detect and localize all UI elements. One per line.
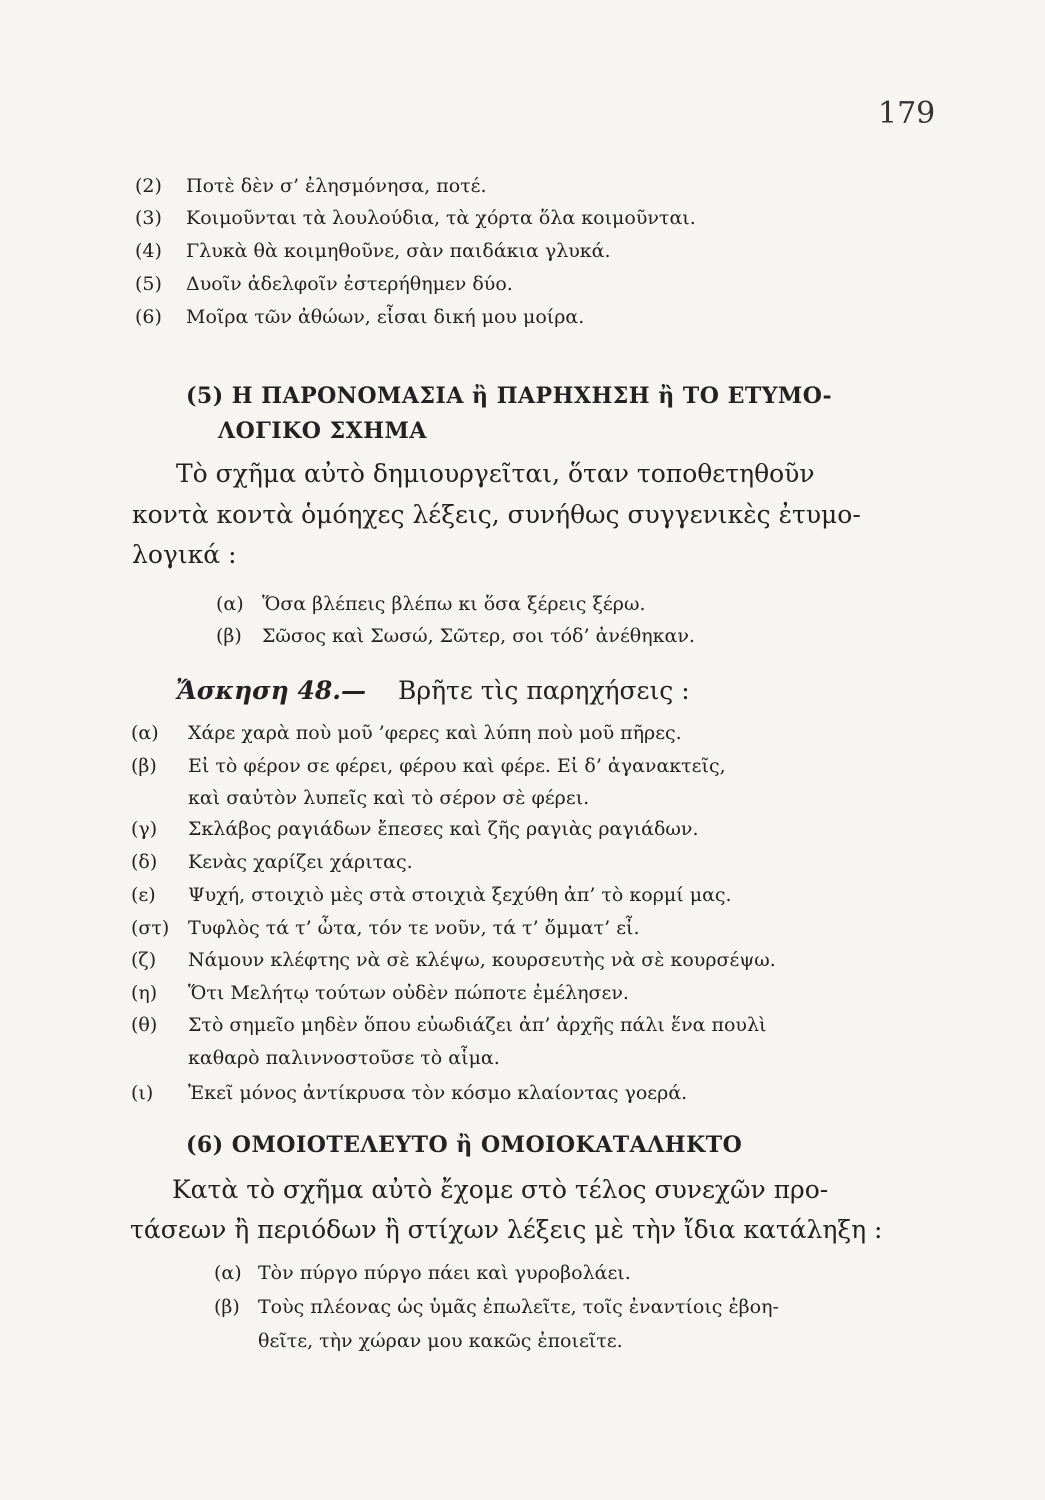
list-item-label: (3) — [135, 207, 162, 229]
exercise-item-label: (γ) — [131, 818, 158, 840]
exercise-item-label: (στ) — [131, 917, 170, 939]
paragraph-line: λογικά : — [132, 540, 237, 569]
exercise-item: Κενὰς χαρίζει χάριτας. — [188, 851, 413, 873]
exercise-item-label: (ι) — [131, 1082, 154, 1104]
example-text: Σῶσος καὶ Σωσώ, Σῶτερ, σοι τόδ’ ἀνέθηκαν. — [262, 625, 695, 647]
exercise-item-label: (ε) — [131, 884, 156, 906]
exercise-item: Ψυχή, στοιχιὸ μὲς στὰ στοιχιὰ ξεχύθη ἀπ’ τὸ κορμί μας. — [188, 884, 732, 906]
section-heading: (5) Η ΠΑΡΟΝΟΜΑΣΙΑ ἢ ΠΑΡΗΧΗΣΗ ἢ ΤΟ ΕΤΥΜΟ- — [186, 383, 833, 409]
list-item: Ποτὲ δὲν σ’ ἐλησμόνησα, ποτέ. — [186, 175, 487, 197]
list-item: Δυοῖν ἀδελφοῖν ἐστερήθημεν δύο. — [186, 273, 513, 295]
paragraph-text: Τὸ σχῆμα αὐτὸ δημιουργεῖται, ὅταν τοποθετηθοῦν — [176, 459, 815, 488]
exercise-item-label: (α) — [131, 722, 159, 744]
list-item-label: (5) — [135, 273, 162, 295]
exercise-item: Εἰ τὸ φέρον σε φέρει, φέρου καὶ φέρε. Εἰ δ’ ἀγανακτεῖς, — [188, 755, 726, 777]
list-item: Μοῖρα τῶν ἀθώων, εἶσαι δική μου μοίρα. — [186, 306, 585, 328]
paragraph-line: τάσεων ἢ περιόδων ἢ στίχων λέξεις μὲ τὴν ἴδια κατάληξη : — [130, 1215, 883, 1244]
exercise-item-label: (η) — [131, 982, 158, 1004]
exercise-item-label: (θ) — [131, 1014, 158, 1036]
exercise-item-label: (ζ) — [131, 949, 157, 971]
exercise-item-label: (δ) — [131, 851, 158, 873]
example-text: Τὸν πύργο πύργο πάει καὶ γυροβολάει. — [258, 1262, 631, 1284]
list-item-label: (4) — [135, 240, 162, 262]
paragraph-line — [176, 459, 928, 488]
exercise-item: Στὸ σημεῖο μηδὲν ὅπου εὐωδιάζει ἀπ’ ἀρχῆς πάλι ἕνα πουλὶ — [188, 1014, 767, 1036]
example-text-continued: θεῖτε, τὴν χώραν μου κακῶς ἐποιεῖτε. — [258, 1330, 623, 1352]
list-item-label: (2) — [135, 175, 162, 197]
example-text: Τοὺς πλέονας ὡς ὑμᾶς ἐπωλεῖτε, τοῖς ἐναντίοις ἐβοη- — [258, 1296, 779, 1318]
example-label: (β) — [214, 1296, 240, 1318]
page-number: 179 — [878, 96, 936, 131]
exercise-item: Ὅτι Μελήτῳ τούτων οὐδὲν πώποτε ἐμέλησεν. — [188, 982, 629, 1004]
example-label: (α) — [216, 593, 244, 615]
exercise-title: Ἄσκηση 48.— — [176, 676, 366, 705]
exercise-item: Τυφλὸς τά τ’ ὦτα, τόν τε νοῦν, τά τ’ ὄμματ’ εἶ. — [188, 917, 640, 939]
exercise-prompt: Βρῆτε τὶς παρηχήσεις : — [398, 676, 690, 705]
list-item-label: (6) — [135, 306, 162, 328]
exercise-item-label: (β) — [131, 755, 157, 777]
list-item: Κοιμοῦνται τὰ λουλούδια, τὰ χόρτα ὅλα κοιμοῦνται. — [186, 207, 696, 229]
exercise-item-continued: καθαρὸ παλιννοστοῦσε τὸ αἷμα. — [188, 1047, 500, 1069]
exercise-item: Νάμουν κλέφτης νὰ σὲ κλέψω, κουρσευτὴς νὰ σὲ κουρσέψω. — [188, 949, 776, 971]
list-item: Γλυκὰ θὰ κοιμηθοῦνε, σὰν παιδάκια γλυκά. — [186, 240, 611, 262]
example-label: (β) — [216, 625, 242, 647]
exercise-item: Σκλάβος ραγιάδων ἔπεσες καὶ ζῆς ραγιὰς ραγιάδων. — [188, 818, 699, 840]
paragraph-line: κοντὰ κοντὰ ὁμόηχες λέξεις, συνήθως συγγενικὲς ἐτυμο- — [132, 500, 861, 529]
paragraph-line: Κατὰ τὸ σχῆμα αὐτὸ ἔχομε στὸ τέλος συνεχῶν προ- — [172, 1175, 829, 1204]
exercise-item-continued: καὶ σαὐτὸν λυπεῖς καὶ τὸ σέρον σὲ φέρει. — [188, 787, 590, 809]
exercise-item: Ἐκεῖ μόνος ἀντίκρυσα τὸν κόσμο κλαίοντας γοερά. — [188, 1082, 688, 1104]
exercise-item: Χάρε χαρὰ ποὺ μοῦ ’φερες καὶ λύπη ποὺ μοῦ πῆρες. — [188, 722, 682, 744]
example-label: (α) — [214, 1262, 242, 1284]
section-heading-continued: ΛΟΓΙΚΟ ΣΧΗΜΑ — [218, 418, 427, 444]
example-text: Ὅσα βλέπεις βλέπω κι ὅσα ξέρεις ξέρω. — [262, 593, 646, 615]
section-heading: (6) ΟΜΟΙΟΤΕΛΕΥΤΟ ἢ ΟΜΟΙΟΚΑΤΑΛΗΚΤΟ — [186, 1132, 743, 1158]
